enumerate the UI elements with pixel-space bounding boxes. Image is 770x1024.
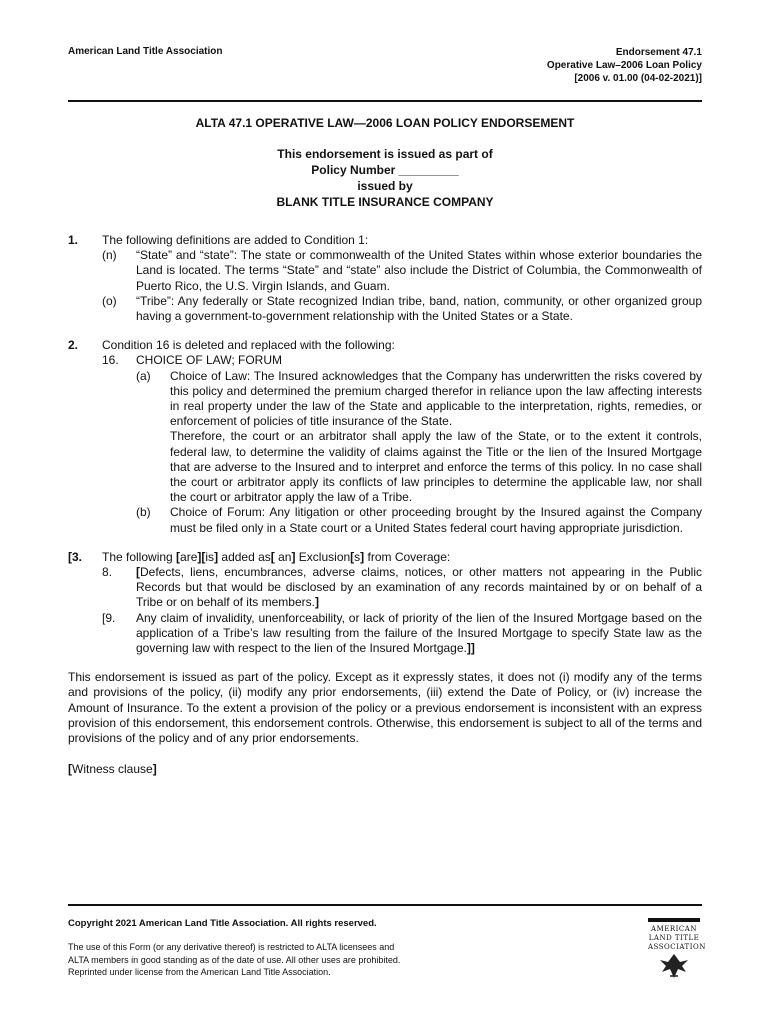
issued-line-1: This endorsement is issued as part of (277, 147, 493, 161)
section-intro: The following definitions are added to Condition 1: (102, 233, 369, 247)
choice-of-law (136, 369, 702, 506)
endorsement-number: Endorsement 47.1 (615, 47, 702, 58)
definition-o (102, 294, 702, 324)
item-text: Any claim of invalidity, unenforceability, or lack of priority of the lien of the Insured Mortgage based on the application of a Tribe’s law resulting from the failure of the Insured Mortgage to specify State law as the governing law with respect to the lien of the Insured Mortgage.]] (136, 610, 702, 656)
copyright-notice: Copyright 2021 American Land Title Association. All rights reserved. (68, 918, 377, 929)
top-rule (68, 100, 702, 102)
company-name: BLANK TITLE INSURANCE COMPANY (276, 195, 494, 209)
item-text: Therefore, the court or an arbitrator shall apply the law of the State, or to the extent it controls, federal law, to determine the validity of claims against the Title or the lien of the Insured Mortgage that are adverse to the Insured and to interpret and enforce the terms of this policy. In no case shall the court or arbitrator apply its conflicts of law principles to determine the applicable law, nor shall the court or arbitrator apply the law of a Tribe. (170, 429, 702, 505)
document-title: ALTA 47.1 OPERATIVE LAW—2006 LOAN POLICY ENDORSEMENT (195, 116, 575, 130)
endorsement-version: [2006 v. 01.00 (04-02-2021)] (574, 73, 702, 84)
item-text: “State” and “state”: The state or commonwealth of the United States within whose exterior boundaries the Land is located. The terms “State” and “state” also include the District of Columbia, the Commonwealth of Puerto Rico, the U.S. Virgin Islands, and Guam. (136, 248, 702, 293)
eagle-emblem-icon (648, 952, 700, 980)
item-text: “Tribe”: Any federally or State recognized Indian tribe, band, nation, community, or other organized group having a government-to-government relationship with the United States or a State. (136, 293, 702, 324)
item-label: [9. (102, 610, 116, 625)
choice-of-forum (136, 505, 702, 535)
issued-by-line: issued by (357, 179, 413, 193)
section-1 (68, 233, 702, 324)
item-text: Choice of Law: The Insured acknowledges that the Company has underwritten the risks covered by this policy and determined the premium charged therefor in reliance upon the law affecting interests in real property under the law of the State and applicable to the interpretation, rights, remedies, or enforcement of policies of title insurance of the State. (170, 368, 702, 429)
item-label: (n) (102, 248, 117, 263)
bottom-rule (68, 904, 702, 906)
item-text: Choice of Forum: Any litigation or other proceeding brought by the Insured against the Company must be filed only in a State court or a United States federal court having appropriate jurisdiction. (170, 505, 702, 535)
section-2 (68, 338, 702, 536)
issued-block (68, 146, 702, 210)
section-number: 2. (68, 338, 79, 353)
policy-number-line: Policy Number _________ (311, 163, 459, 177)
header-endorsement-info (547, 46, 702, 85)
item-label: (o) (102, 293, 117, 308)
exclusion-8 (102, 565, 702, 611)
item-label: 16. (102, 353, 119, 368)
section-number: [3. (68, 549, 83, 564)
endorsement-name: Operative Law–2006 Loan Policy (546, 60, 702, 71)
definition-n (102, 248, 702, 294)
section-3 (68, 550, 702, 656)
document-body (68, 233, 702, 778)
alta-logo: AMERICAN LAND TITLE ASSOCIATION (648, 918, 700, 986)
header-org: American Land Title Association (68, 46, 223, 57)
closing-paragraph: This endorsement is issued as part of the policy. Except as it expressly states, it does not (i) modify any of the terms and provisions of the policy, (ii) modify any prior endorsements, (iii) extend the Date of Policy, or (iv) increase the Amount of Insurance. To the extent a provision of the policy or a previous endorsement is inconsistent with an express provision of this endorsement, this endorsement controls. Otherwise, this endorsement is subject to all of the terms and provisions of the policy and of any prior endorsements. (68, 670, 702, 746)
condition-title: CHOICE OF LAW; FORUM (136, 353, 283, 368)
section-intro: Condition 16 is deleted and replaced with the following: (102, 338, 395, 353)
item-label: (a) (136, 368, 151, 383)
section-number: 1. (68, 233, 79, 247)
exclusion-9 (102, 611, 702, 657)
section-intro: The following [are][is] added as[ an] Exclusion[s] from Coverage: (102, 549, 451, 564)
condition-16 (102, 353, 702, 535)
item-label: (b) (136, 505, 151, 520)
item-label: 8. (102, 565, 113, 580)
license-notice: The use of this Form (or any derivative thereof) is restricted to ALTA licensees and ALTA members in good standing as of the date of use. All other uses are prohibited. Reprinted under license from the American Land Title Association. (68, 942, 401, 977)
witness-clause: [Witness clause] (68, 762, 157, 777)
item-text: [Defects, liens, encumbrances, adverse claims, notices, or other matters not appearing in the Public Records but that would be disclosed by an examination of any records maintained by or on behalf of a Tribe or on behalf of its members.] (136, 565, 702, 610)
